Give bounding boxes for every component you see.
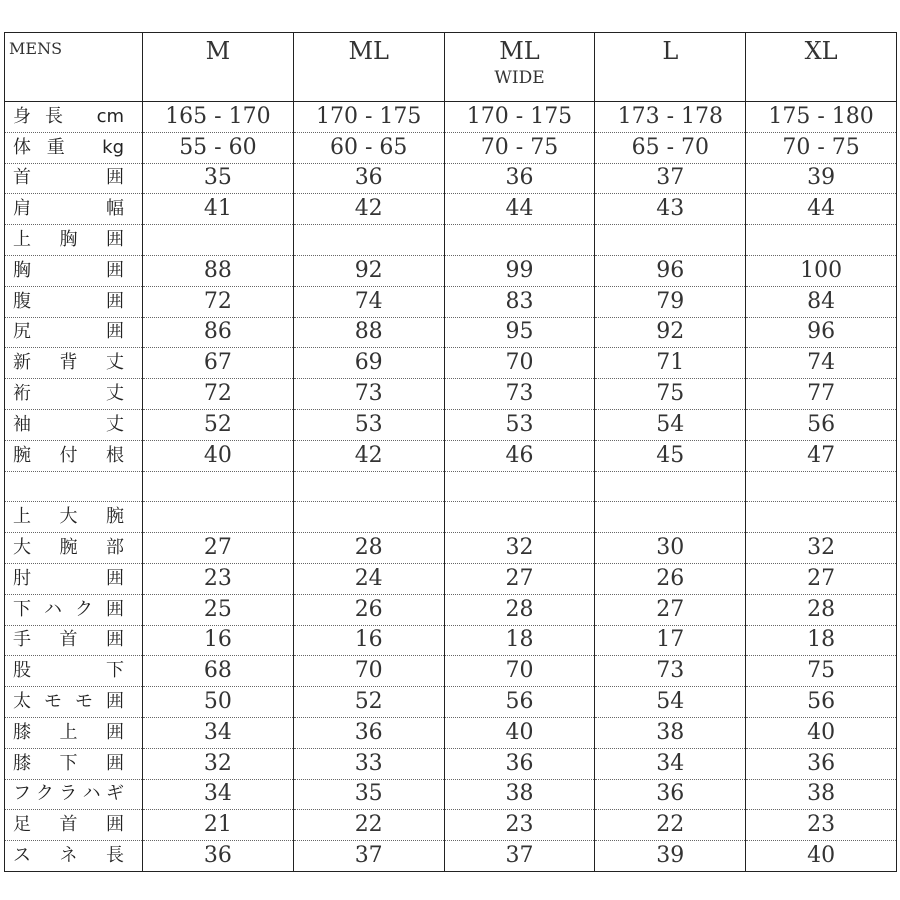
row-label: 太モモ囲 <box>5 687 143 718</box>
table-cell <box>143 471 294 502</box>
table-cell <box>746 471 897 502</box>
table-cell <box>293 471 444 502</box>
column-header-l <box>595 33 746 102</box>
table-row <box>5 348 897 379</box>
table-cell: 37 <box>595 163 746 194</box>
table-cell: 72 <box>143 286 294 317</box>
table-cell: 75 <box>595 379 746 410</box>
row-label: 腕付根 <box>5 440 143 471</box>
table-cell: 44 <box>444 194 595 225</box>
table-cell: 36 <box>746 748 897 779</box>
table-cell: 170 - 175 <box>293 102 444 133</box>
row-label: 膝上囲 <box>5 717 143 748</box>
table-cell: 54 <box>595 409 746 440</box>
row-label: 肘囲 <box>5 563 143 594</box>
table-cell: 23 <box>444 810 595 841</box>
table-row <box>5 594 897 625</box>
table-row <box>5 379 897 410</box>
table-cell: 40 <box>143 440 294 471</box>
table-cell <box>143 225 294 256</box>
table-cell: 35 <box>293 779 444 810</box>
column-header-label: XL <box>804 37 838 65</box>
table-cell: 27 <box>444 563 595 594</box>
table-cell <box>746 502 897 533</box>
row-label: 膝下囲 <box>5 748 143 779</box>
table-cell: 34 <box>143 717 294 748</box>
table-row <box>5 194 897 225</box>
table-cell: 86 <box>143 317 294 348</box>
corner-label: MENS <box>5 33 143 102</box>
table-cell: 70 <box>293 656 444 687</box>
table-cell: 40 <box>746 841 897 872</box>
table-cell: 35 <box>143 163 294 194</box>
table-cell: 55 - 60 <box>143 132 294 163</box>
table-cell: 38 <box>746 779 897 810</box>
table-row <box>5 841 897 872</box>
row-label: 上大腕 <box>5 502 143 533</box>
table-cell: 25 <box>143 594 294 625</box>
table-cell: 40 <box>444 717 595 748</box>
table-cell: 36 <box>444 163 595 194</box>
table-cell: 173 - 178 <box>595 102 746 133</box>
table-cell: 16 <box>143 625 294 656</box>
table-row <box>5 717 897 748</box>
table-cell: 23 <box>143 563 294 594</box>
table-cell: 70 - 75 <box>444 132 595 163</box>
table-cell: 22 <box>595 810 746 841</box>
column-header-label: M <box>205 37 231 65</box>
table-cell: 53 <box>444 409 595 440</box>
table-cell <box>293 502 444 533</box>
table-cell: 18 <box>746 625 897 656</box>
table-cell <box>595 502 746 533</box>
table-cell <box>595 225 746 256</box>
row-label <box>5 471 143 502</box>
table-cell: 22 <box>293 810 444 841</box>
table-cell: 60 - 65 <box>293 132 444 163</box>
table-cell: 46 <box>444 440 595 471</box>
table-row <box>5 533 897 564</box>
table-cell: 40 <box>746 717 897 748</box>
table-cell: 74 <box>746 348 897 379</box>
table-cell: 73 <box>293 379 444 410</box>
table-cell: 92 <box>595 317 746 348</box>
column-header-m <box>143 33 294 102</box>
table-cell: 92 <box>293 255 444 286</box>
table-cell: 45 <box>595 440 746 471</box>
table-cell: 43 <box>595 194 746 225</box>
table-row <box>5 471 897 502</box>
table-cell: 23 <box>746 810 897 841</box>
table-cell <box>444 502 595 533</box>
table-cell <box>444 225 595 256</box>
table-cell: 53 <box>293 409 444 440</box>
table-cell: 71 <box>595 348 746 379</box>
table-row <box>5 563 897 594</box>
table-cell: 170 - 175 <box>444 102 595 133</box>
table-cell: 18 <box>444 625 595 656</box>
table-cell: 52 <box>143 409 294 440</box>
table-cell: 52 <box>293 687 444 718</box>
row-label: 上胸囲 <box>5 225 143 256</box>
table-cell: 42 <box>293 194 444 225</box>
table-row <box>5 317 897 348</box>
table-row <box>5 102 897 133</box>
table-cell: 56 <box>746 687 897 718</box>
table-cell: 28 <box>444 594 595 625</box>
table-cell: 70 <box>444 656 595 687</box>
column-header-label: L <box>662 37 679 65</box>
table-cell <box>143 502 294 533</box>
table-row <box>5 687 897 718</box>
size-chart-table <box>4 32 897 872</box>
table-cell: 37 <box>293 841 444 872</box>
column-header-ml <box>293 33 444 102</box>
table-cell: 100 <box>746 255 897 286</box>
table-row <box>5 625 897 656</box>
row-label: 首囲 <box>5 163 143 194</box>
table-cell <box>595 471 746 502</box>
column-header-label: ML <box>348 37 389 65</box>
table-row <box>5 779 897 810</box>
table-cell: 75 <box>746 656 897 687</box>
row-label: 裄丈 <box>5 379 143 410</box>
row-label: 胸囲 <box>5 255 143 286</box>
row-label: 新背丈 <box>5 348 143 379</box>
row-label: 大腕部 <box>5 533 143 564</box>
row-label: 手首囲 <box>5 625 143 656</box>
table-cell: 42 <box>293 440 444 471</box>
table-row <box>5 656 897 687</box>
row-label: 腹囲 <box>5 286 143 317</box>
table-row <box>5 286 897 317</box>
table-cell: 32 <box>746 533 897 564</box>
row-label: 尻囲 <box>5 317 143 348</box>
table-row <box>5 409 897 440</box>
table-cell: 67 <box>143 348 294 379</box>
table-cell: 96 <box>595 255 746 286</box>
table-cell: 39 <box>746 163 897 194</box>
table-cell: 88 <box>143 255 294 286</box>
table-cell: 38 <box>595 717 746 748</box>
table-cell: 27 <box>143 533 294 564</box>
row-label: 袖丈 <box>5 409 143 440</box>
table-cell: 73 <box>595 656 746 687</box>
table-row <box>5 225 897 256</box>
table-cell: 27 <box>746 563 897 594</box>
table-cell: 38 <box>444 779 595 810</box>
table-cell: 39 <box>595 841 746 872</box>
table-cell: 30 <box>595 533 746 564</box>
table-cell: 17 <box>595 625 746 656</box>
table-cell: 56 <box>444 687 595 718</box>
table-cell: 68 <box>143 656 294 687</box>
table-cell: 26 <box>293 594 444 625</box>
row-label: 体重 kg <box>5 132 143 163</box>
table-cell: 79 <box>595 286 746 317</box>
row-label: 足首囲 <box>5 810 143 841</box>
table-cell: 84 <box>746 286 897 317</box>
table-row <box>5 502 897 533</box>
table-cell: 36 <box>444 748 595 779</box>
table-cell: 34 <box>143 779 294 810</box>
column-header-xl <box>746 33 897 102</box>
table-cell: 95 <box>444 317 595 348</box>
table-cell: 77 <box>746 379 897 410</box>
table-cell: 175 - 180 <box>746 102 897 133</box>
table-cell: 34 <box>595 748 746 779</box>
table-cell: 47 <box>746 440 897 471</box>
row-label: 肩幅 <box>5 194 143 225</box>
table-cell: 69 <box>293 348 444 379</box>
table-cell: 74 <box>293 286 444 317</box>
table-row <box>5 255 897 286</box>
table-cell: 36 <box>293 163 444 194</box>
table-cell: 36 <box>595 779 746 810</box>
table-cell: 28 <box>746 594 897 625</box>
table-row <box>5 810 897 841</box>
table-cell: 72 <box>143 379 294 410</box>
table-cell: 36 <box>293 717 444 748</box>
table-cell: 41 <box>143 194 294 225</box>
table-cell: 37 <box>444 841 595 872</box>
table-cell: 65 - 70 <box>595 132 746 163</box>
table-cell: 44 <box>746 194 897 225</box>
table-cell: 83 <box>444 286 595 317</box>
header-row <box>5 33 897 102</box>
row-label: スネ長 <box>5 841 143 872</box>
table-cell: 26 <box>595 563 746 594</box>
table-cell: 96 <box>746 317 897 348</box>
table-row <box>5 163 897 194</box>
row-label: 下ハク囲 <box>5 594 143 625</box>
table-cell: 99 <box>444 255 595 286</box>
table-cell: 21 <box>143 810 294 841</box>
table-cell: 73 <box>444 379 595 410</box>
table-cell: 70 <box>444 348 595 379</box>
table-cell <box>444 471 595 502</box>
table-row <box>5 748 897 779</box>
table-cell: 28 <box>293 533 444 564</box>
column-header-sub: WIDE <box>494 68 545 88</box>
column-header-ml-wide <box>444 33 595 102</box>
table-cell: 32 <box>143 748 294 779</box>
table-cell: 56 <box>746 409 897 440</box>
table-cell: 33 <box>293 748 444 779</box>
row-label: フクラハギ <box>5 779 143 810</box>
table-cell <box>746 225 897 256</box>
table-cell: 70 - 75 <box>746 132 897 163</box>
row-label: 股下 <box>5 656 143 687</box>
table-cell: 16 <box>293 625 444 656</box>
table-cell <box>293 225 444 256</box>
table-row <box>5 440 897 471</box>
table-cell: 88 <box>293 317 444 348</box>
table-cell: 50 <box>143 687 294 718</box>
column-header-label: ML <box>499 37 540 65</box>
table-cell: 32 <box>444 533 595 564</box>
table-cell: 24 <box>293 563 444 594</box>
row-label: 身長 cm <box>5 102 143 133</box>
table-cell: 165 - 170 <box>143 102 294 133</box>
table-cell: 36 <box>143 841 294 872</box>
table-body <box>5 102 897 872</box>
table-cell: 54 <box>595 687 746 718</box>
table-row <box>5 132 897 163</box>
table-cell: 27 <box>595 594 746 625</box>
